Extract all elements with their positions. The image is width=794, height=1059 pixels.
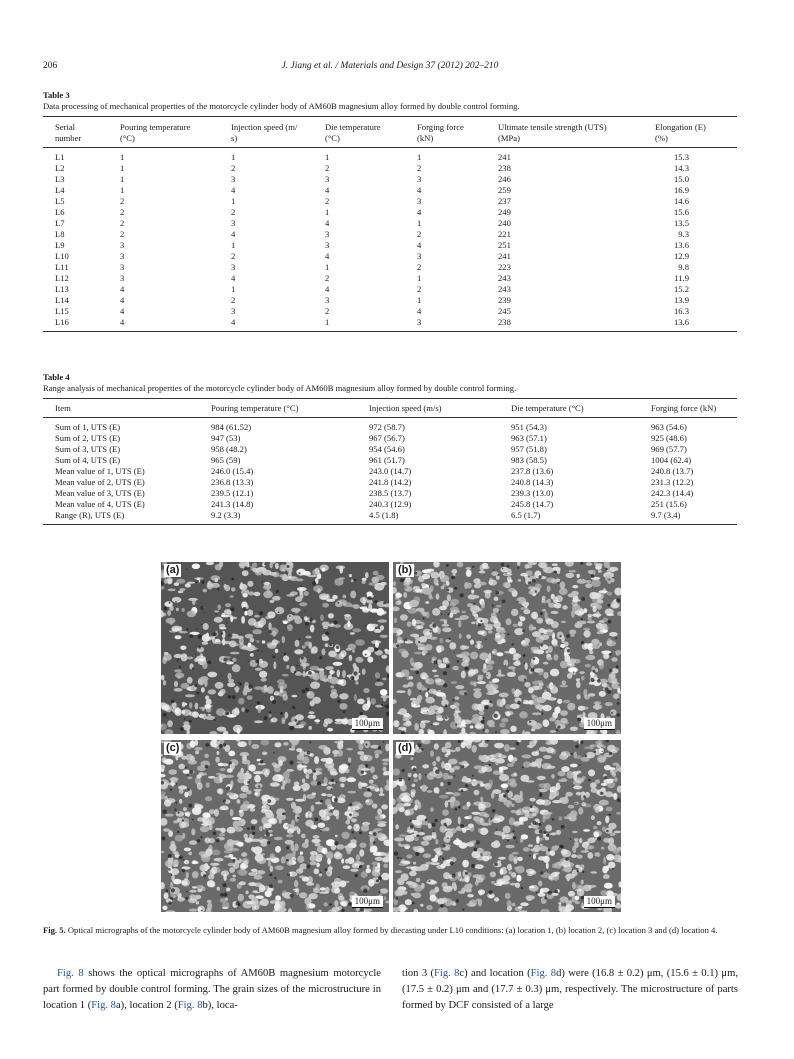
micrograph-texture <box>393 562 621 734</box>
table-cell: L13 <box>55 284 69 294</box>
table-cell: 4 <box>417 185 422 195</box>
table-cell: L16 <box>43 317 120 332</box>
table-cell: 3 <box>417 196 422 206</box>
column-header: Injection speed (m/ <box>231 117 325 134</box>
table-cell: 238.5 (13.7) <box>369 488 412 498</box>
table-cell: 4 <box>231 185 236 195</box>
running-header <box>43 61 737 75</box>
table-row <box>43 148 737 164</box>
body-column-left <box>43 966 381 1013</box>
table4-label: Table 4 <box>43 372 70 382</box>
table-cell: 3 <box>325 229 330 239</box>
table-cell: 1 <box>231 196 236 206</box>
table-cell: 957 (51.8) <box>511 444 547 454</box>
column-header: Die temperature <box>325 117 417 134</box>
table-cell: 4 <box>325 284 330 294</box>
table-cell: 3 <box>325 240 330 250</box>
table-cell: Sum of 4, UTS (E) <box>55 455 121 465</box>
table-cell: 3 <box>417 317 498 332</box>
table-row <box>43 174 737 185</box>
micrograph-panel-a <box>161 562 389 734</box>
table-cell: 237 <box>498 196 511 206</box>
table-cell: 241.3 (14.8) <box>211 499 254 509</box>
table-cell: 9.8 <box>678 262 689 272</box>
table-cell: Sum of 1, UTS (E) <box>55 422 121 432</box>
table-cell: 4 <box>120 306 125 316</box>
panel-label: (c) <box>166 742 180 754</box>
table-cell: 16.9 <box>673 185 689 195</box>
micrograph-panel-b <box>393 562 621 734</box>
figure-label: Fig. 5. <box>43 925 66 935</box>
table-cell: 2 <box>325 196 330 206</box>
body-text: b), loca- <box>202 999 238 1011</box>
table-cell: Range (R), UTS (E) <box>43 510 211 525</box>
body-column-right <box>402 966 738 1013</box>
table-cell: 3 <box>120 240 125 250</box>
column-header: Serial <box>43 117 120 134</box>
micrograph-texture <box>161 740 389 912</box>
journal-citation: J. Jiang et al. / Materials and Design 37 (2012) 202–210 <box>281 61 499 71</box>
micrograph-panel-c <box>161 740 389 912</box>
table-cell: L15 <box>55 306 69 316</box>
table-cell: L3 <box>55 174 65 184</box>
table-cell: 12.9 <box>673 251 689 261</box>
table-cell: 984 (61.52) <box>211 422 252 432</box>
table-cell: 3 <box>120 262 125 272</box>
table-cell: 1 <box>325 317 417 332</box>
table-cell: 15.0 <box>673 174 689 184</box>
body-text: d) were (16.8 ± 0.2) μm, (15.6 ± 0.1) μm, (17.5 ± 0.2) μm and (17.7 ± 0.3) μm, respectively. The microstructure of parts formed by DCF consisted of a large <box>402 968 738 1011</box>
table-cell: 4 <box>417 306 422 316</box>
table-cell: 251 <box>498 240 511 250</box>
column-header: Elongation (E) <box>655 117 737 134</box>
table-cell: L1 <box>55 152 65 162</box>
table4-caption: Range analysis of mechanical properties of the motorcycle cylinder body of AM60B magnesium alloy formed by double control forming. <box>43 383 517 393</box>
table-cell: 15.6 <box>673 207 689 217</box>
table-cell: 4 <box>231 273 236 283</box>
table-cell: 951 (54.3) <box>511 422 547 432</box>
body-text: c) and location ( <box>459 968 531 979</box>
table-cell: 246 <box>498 174 511 184</box>
figure-caption-text: Optical micrographs of the motorcycle cylinder body of AM60B magnesium alloy formed by diecasting under L10 conditions: (a) location 1, (b) location 2, (c) location 3 and (d) location 4. <box>67 925 718 935</box>
table-row <box>43 240 737 251</box>
table-row <box>43 229 737 240</box>
column-header: Pouring temperature (°C) <box>211 399 369 418</box>
table-cell: 2 <box>325 273 330 283</box>
figure-link[interactable]: Fig. 8 <box>434 968 460 979</box>
table-cell: 240 <box>498 218 511 228</box>
figure-link[interactable]: Fig. 8 <box>57 968 84 979</box>
table-cell: 2 <box>120 207 125 217</box>
table-row <box>43 306 737 317</box>
table-cell: 1 <box>325 152 330 162</box>
table-cell: 972 (58.7) <box>369 422 405 432</box>
panel-label: (b) <box>398 564 413 576</box>
table-cell: 240.8 (13.7) <box>651 466 694 476</box>
table-row <box>43 185 737 196</box>
micrograph-texture <box>161 562 389 734</box>
table-cell: 3 <box>231 174 236 184</box>
table-cell: 1004 (62.4) <box>651 455 692 465</box>
table-cell: 13.5 <box>673 218 689 228</box>
micrograph-figure <box>161 562 621 914</box>
table-cell: 243 <box>498 284 511 294</box>
table-row <box>43 488 737 499</box>
table-row <box>43 295 737 306</box>
table-cell: 2 <box>231 207 236 217</box>
table-cell: 242.3 (14.4) <box>651 488 694 498</box>
panel-label: (d) <box>398 742 413 754</box>
table-cell: 4 <box>231 229 236 239</box>
table-cell: Mean value of 2, UTS (E) <box>55 477 145 487</box>
table-cell: 2 <box>231 251 236 261</box>
table-cell: 3 <box>417 251 422 261</box>
table-row <box>43 455 737 466</box>
table3-caption: Data processing of mechanical properties of the motorcycle cylinder body of AM60B magnesium alloy formed by double control forming. <box>43 101 520 111</box>
column-header-unit: (MPa) <box>498 133 655 148</box>
column-header-unit: (%) <box>655 133 737 148</box>
table-row <box>43 433 737 444</box>
table-cell: 14.3 <box>673 163 689 173</box>
table-cell: 9.3 <box>678 229 689 239</box>
table-cell: Mean value of 4, UTS (E) <box>55 499 145 509</box>
table-cell: 16.3 <box>673 306 689 316</box>
table-cell: 1 <box>120 174 125 184</box>
table-cell: 965 (59) <box>211 455 241 465</box>
table-cell: 4 <box>231 317 325 332</box>
column-header: Pouring temperature <box>120 117 231 134</box>
table-cell: 3 <box>231 306 236 316</box>
table-cell: 925 (48.6) <box>651 433 687 443</box>
table-cell: Sum of 3, UTS (E) <box>55 444 121 454</box>
scale-bar: 100μm <box>584 718 615 730</box>
table-cell: 1 <box>231 240 236 250</box>
scale-bar: 100μm <box>352 896 383 908</box>
column-header-unit: number <box>43 133 120 148</box>
table-cell: L11 <box>55 262 69 272</box>
table-cell: 1 <box>417 295 422 305</box>
table-cell: 1 <box>120 152 125 162</box>
table-row <box>43 251 737 262</box>
table-cell: 243.0 (14.7) <box>369 466 412 476</box>
table-row <box>43 499 737 510</box>
column-header-unit: (°C) <box>325 133 417 148</box>
table-row <box>43 317 737 332</box>
figure-caption <box>43 925 739 937</box>
table-cell: 238 <box>498 317 655 332</box>
table-cell: L5 <box>55 196 65 206</box>
table-cell: 2 <box>231 295 236 305</box>
body-text: a), location 2 ( <box>115 999 178 1011</box>
table-cell: 4 <box>417 240 422 250</box>
table-cell: 947 (53) <box>211 433 241 443</box>
table-cell: 3 <box>325 295 330 305</box>
table4-caption-block <box>43 372 516 394</box>
table-cell: 4 <box>417 207 422 217</box>
table-cell: 4 <box>120 295 125 305</box>
table-cell: 9.7 (3.4) <box>651 510 737 525</box>
table-cell: 954 (54.6) <box>369 444 405 454</box>
table-cell: 238 <box>498 163 511 173</box>
table-cell: 241.8 (14.2) <box>369 477 412 487</box>
table-cell: 239 <box>498 295 511 305</box>
table-cell: 2 <box>417 262 422 272</box>
column-header: Die temperature (°C) <box>511 399 651 418</box>
scale-bar: 100μm <box>584 896 615 908</box>
table-cell: 1 <box>231 152 236 162</box>
table-cell: 249 <box>498 207 511 217</box>
column-header: Item <box>43 399 211 418</box>
table-cell: 239.5 (12.1) <box>211 488 254 498</box>
table-cell: 245.8 (14.7) <box>511 499 554 509</box>
table-cell: 961 (51.7) <box>369 455 405 465</box>
table-row <box>43 207 737 218</box>
table-cell: 6.5 (1.7) <box>511 510 651 525</box>
figure-link[interactable]: Fig. 8 <box>177 999 203 1011</box>
column-header-unit: s) <box>231 133 325 148</box>
table-row <box>43 163 737 174</box>
table-cell: 3 <box>120 251 125 261</box>
table3-label: Table 3 <box>43 90 70 100</box>
table-cell: 9.2 (3.3) <box>211 510 369 525</box>
table-row <box>43 477 737 488</box>
figure-link[interactable]: Fig. 8 <box>530 968 557 979</box>
table-cell: 2 <box>120 218 125 228</box>
table-cell: 259 <box>498 185 511 195</box>
table-cell: 1 <box>231 284 236 294</box>
table-cell: 223 <box>498 262 511 272</box>
table-cell: 13.6 <box>655 317 737 332</box>
table-cell: 2 <box>417 284 422 294</box>
table-cell: Sum of 2, UTS (E) <box>55 433 121 443</box>
table-row <box>43 196 737 207</box>
table-cell: 4 <box>120 284 125 294</box>
table-cell: 3 <box>231 218 236 228</box>
table-cell: 2 <box>120 229 125 239</box>
table-row <box>43 418 737 434</box>
table-row <box>43 444 737 455</box>
table-cell: 3 <box>120 273 125 283</box>
table-cell: L6 <box>55 207 65 217</box>
column-header-unit: (kN) <box>417 133 498 148</box>
column-header: Ultimate tensile strength (UTS) <box>498 117 655 134</box>
micrograph-panel-d <box>393 740 621 912</box>
table-row <box>43 284 737 295</box>
table-cell: 1 <box>120 185 125 195</box>
table4 <box>43 398 737 525</box>
table-cell: 236.8 (13.3) <box>211 477 254 487</box>
table-cell: 983 (58.5) <box>511 455 547 465</box>
table-cell: 969 (57.7) <box>651 444 687 454</box>
table-cell: 3 <box>231 262 236 272</box>
table-cell: 251 (15.6) <box>651 499 687 509</box>
table-cell: 2 <box>325 163 330 173</box>
table-cell: 963 (57.1) <box>511 433 547 443</box>
table-cell: 4.5 (1.8) <box>369 510 511 525</box>
table-cell: 1 <box>417 218 422 228</box>
table-cell: 1 <box>325 262 330 272</box>
table-cell: 240.3 (12.9) <box>369 499 412 509</box>
table-cell: 13.9 <box>673 295 689 305</box>
table-cell: L12 <box>55 273 69 283</box>
table-cell: 3 <box>325 174 330 184</box>
table-cell: 1 <box>417 273 422 283</box>
scale-bar: 100μm <box>352 718 383 730</box>
column-header: Forging force (kN) <box>651 399 737 418</box>
table-cell: 241 <box>498 152 511 162</box>
table-cell: 241 <box>498 251 511 261</box>
table-cell: 245 <box>498 306 511 316</box>
table-cell: 1 <box>417 152 422 162</box>
table-cell: 15.3 <box>673 152 689 162</box>
table-cell: 2 <box>325 306 330 316</box>
table-cell: 2 <box>417 163 422 173</box>
table-row <box>43 510 737 525</box>
body-text: shows the optical micrographs of AM60B magnesium motorcycle part formed by double control forming. The grain sizes of the microstructure in location 1 ( <box>43 968 381 1011</box>
table-cell: 4 <box>325 185 330 195</box>
table-cell: 221 <box>498 229 511 239</box>
table-cell: 237.8 (13.6) <box>511 466 554 476</box>
column-header-unit: (°C) <box>120 133 231 148</box>
table-cell: 246.0 (15.4) <box>211 466 254 476</box>
table-cell: L9 <box>55 240 65 250</box>
table-cell: L10 <box>55 251 69 261</box>
micrograph-texture <box>393 740 621 912</box>
table-row <box>43 466 737 477</box>
body-text: tion 3 ( <box>402 968 434 979</box>
table-cell: 958 (48.2) <box>211 444 247 454</box>
panel-label: (a) <box>166 564 180 576</box>
table-cell: 967 (56.7) <box>369 433 405 443</box>
table-cell: 2 <box>120 196 125 206</box>
table-cell: 1 <box>325 207 330 217</box>
figure-link[interactable]: Fig. 8 <box>91 999 116 1011</box>
table3-caption-block <box>43 90 520 112</box>
table-cell: Mean value of 1, UTS (E) <box>55 466 145 476</box>
table-cell: Mean value of 3, UTS (E) <box>55 488 145 498</box>
table-cell: 3 <box>417 174 422 184</box>
table-row <box>43 218 737 229</box>
table-cell: 4 <box>325 218 330 228</box>
table-cell: 4 <box>325 251 330 261</box>
table-cell: 11.9 <box>674 273 689 283</box>
table-cell: 4 <box>120 317 231 332</box>
table-cell: 231.3 (12.2) <box>651 477 694 487</box>
table-cell: 14.6 <box>673 196 689 206</box>
table-row <box>43 262 737 273</box>
table-cell: 15.2 <box>673 284 689 294</box>
table3 <box>43 116 737 332</box>
table-cell: L14 <box>55 295 69 305</box>
table-cell: 240.8 (14.3) <box>511 477 554 487</box>
table-cell: 1 <box>120 163 125 173</box>
table-cell: 243 <box>498 273 511 283</box>
column-header: Injection speed (m/s) <box>369 399 511 418</box>
table-cell: L2 <box>55 163 65 173</box>
table-cell: 2 <box>417 229 422 239</box>
table-cell: 239.3 (13.0) <box>511 488 554 498</box>
table-cell: L4 <box>55 185 65 195</box>
page-number: 206 <box>43 61 58 71</box>
table-cell: 963 (54.6) <box>651 422 687 432</box>
table-row <box>43 273 737 284</box>
table-cell: L7 <box>55 218 65 228</box>
table-cell: 13.6 <box>673 240 689 250</box>
table-cell: L8 <box>55 229 65 239</box>
column-header: Forging force <box>417 117 498 134</box>
table-cell: 2 <box>231 163 236 173</box>
